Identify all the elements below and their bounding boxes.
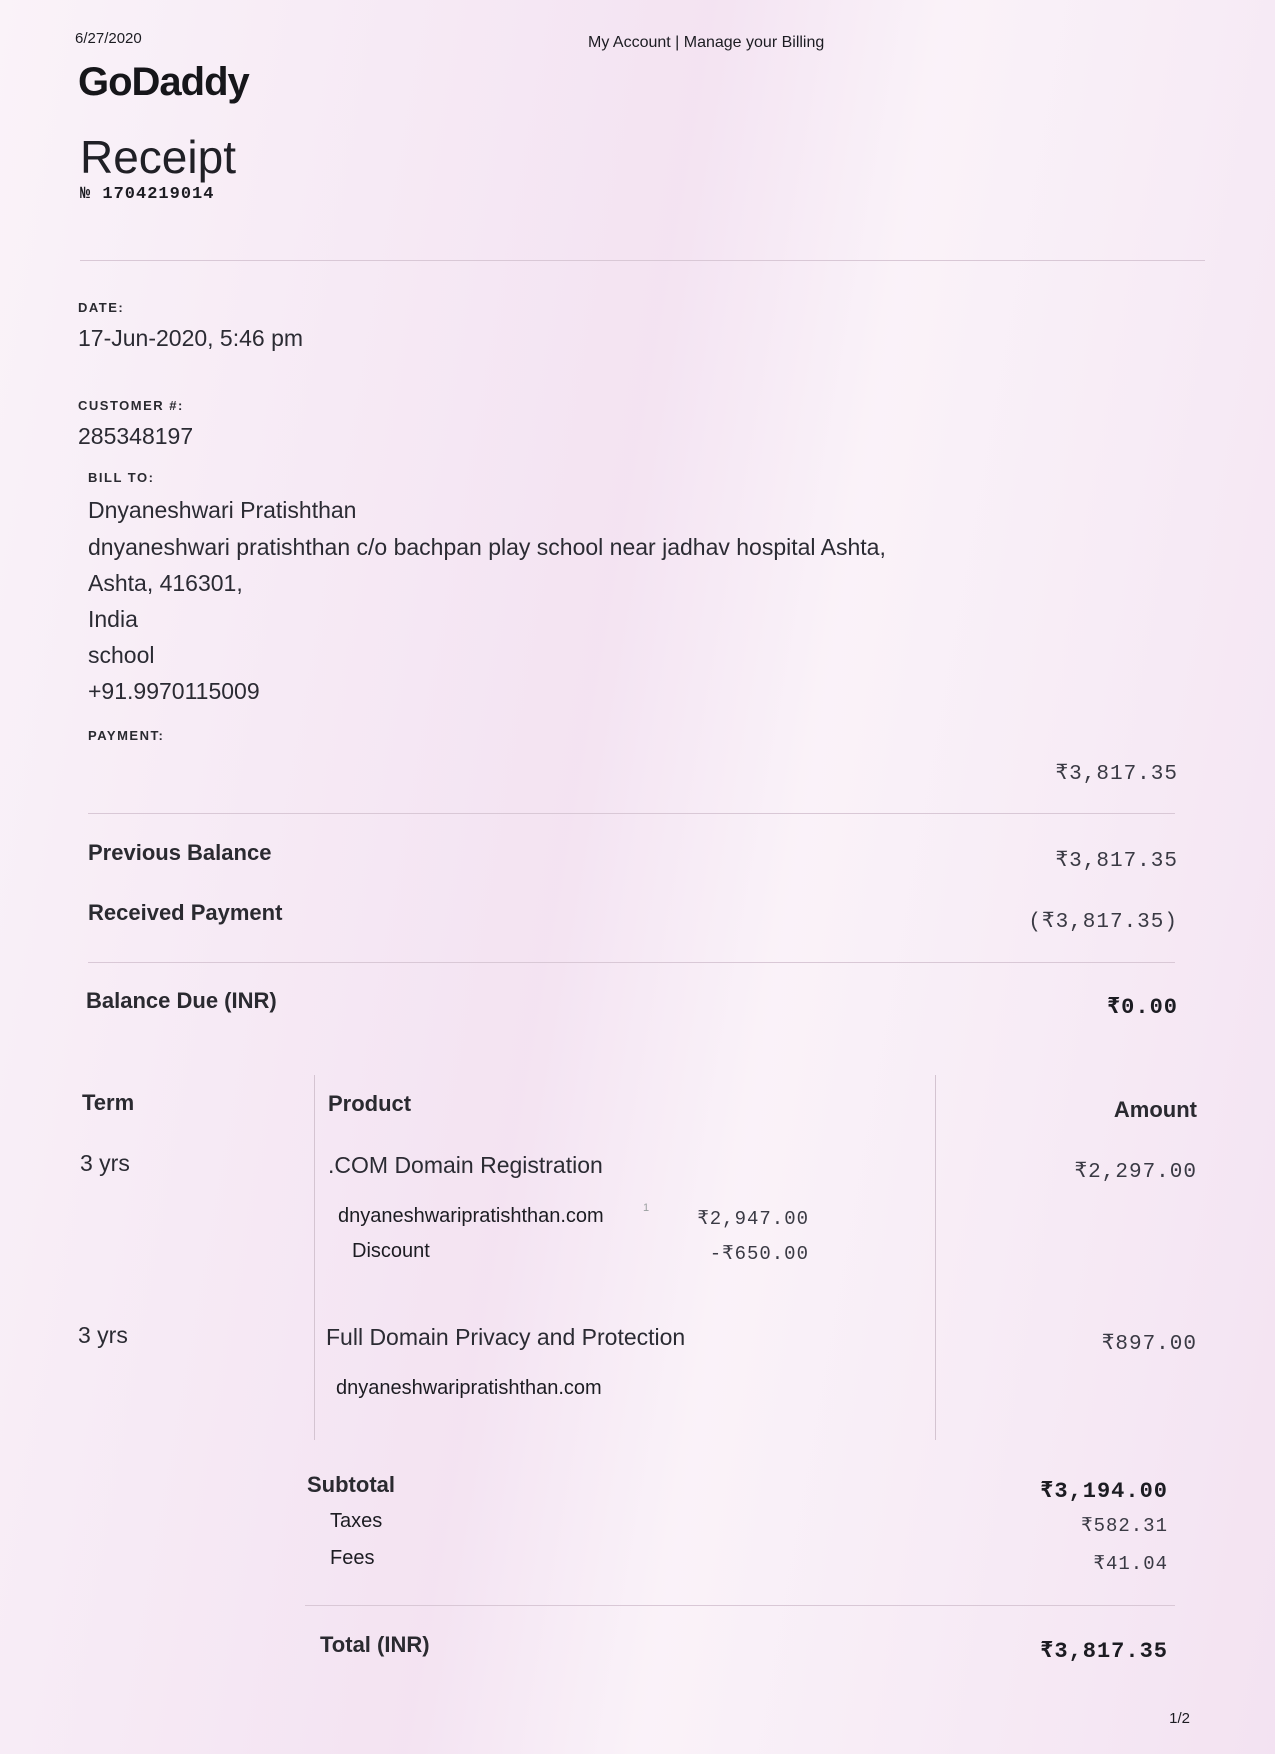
balance-due-label: Balance Due (INR) xyxy=(86,988,277,1013)
top-nav-links[interactable]: My Account | Manage your Billing xyxy=(588,34,825,51)
bill-to-organization: school xyxy=(88,642,155,668)
bill-to-label: BILL TO: xyxy=(88,470,155,485)
total-label: Total (INR) xyxy=(320,1632,430,1657)
bill-to-address: dnyaneshwari pratishthan c/o bachpan play school near jadhav hospital Ashta, xyxy=(88,534,886,560)
row-product: Full Domain Privacy and Protection xyxy=(326,1324,686,1350)
fees-label: Fees xyxy=(330,1547,375,1569)
payment-label: PAYMENT: xyxy=(88,728,165,743)
received-payment-amount: (₹3,817.35) xyxy=(1028,911,1178,934)
amount-column-header: Amount xyxy=(1113,1097,1197,1122)
taxes-label: Taxes xyxy=(330,1510,383,1532)
row-detail-price: ₹2,947.00 xyxy=(697,1208,809,1230)
product-column-header: Product xyxy=(328,1091,412,1116)
balance-due-amount: ₹0.00 xyxy=(1106,995,1178,1020)
subtotal-label: Subtotal xyxy=(307,1472,395,1497)
totals-divider xyxy=(305,1605,1175,1606)
page-title: Receipt xyxy=(80,131,236,183)
row-product: .COM Domain Registration xyxy=(328,1152,603,1178)
bill-to-city: Ashta, 416301, xyxy=(88,570,243,596)
fees-amount: ₹41.04 xyxy=(1093,1553,1168,1575)
receipt-number: № 1704219014 xyxy=(80,185,215,204)
discount-label: Discount xyxy=(352,1240,430,1262)
bill-to-country: India xyxy=(88,606,138,632)
page-number: 1/2 xyxy=(1169,1710,1190,1727)
godaddy-logo: GoDaddy xyxy=(78,60,249,104)
row-detail-marker: 1 xyxy=(643,1202,650,1214)
subtotal-amount: ₹3,194.00 xyxy=(1040,1479,1168,1504)
customer-value: 285348197 xyxy=(78,423,194,449)
header-divider xyxy=(80,260,1205,261)
total-amount: ₹3,817.35 xyxy=(1040,1639,1168,1664)
row-detail-domain: dnyaneshwaripratishthan.com xyxy=(336,1377,602,1399)
payment-divider xyxy=(88,813,1175,814)
previous-balance-label: Previous Balance xyxy=(88,840,272,865)
payment-amount: ₹3,817.35 xyxy=(1055,763,1178,786)
term-column-header: Term xyxy=(82,1090,135,1115)
date-value: 17-Jun-2020, 5:46 pm xyxy=(78,325,304,351)
discount-amount: -₹650.00 xyxy=(709,1243,809,1265)
received-payment-label: Received Payment xyxy=(88,900,283,925)
bill-to-name: Dnyaneshwari Pratishthan xyxy=(88,497,357,523)
table-column-divider-right xyxy=(935,1075,936,1440)
bill-to-phone: +91.9970115009 xyxy=(88,678,260,704)
taxes-amount: ₹582.31 xyxy=(1081,1515,1168,1537)
row-term: 3 yrs xyxy=(78,1322,128,1348)
previous-balance-amount: ₹3,817.35 xyxy=(1055,850,1178,873)
customer-label: CUSTOMER #: xyxy=(78,398,184,413)
row-amount: ₹897.00 xyxy=(1101,1333,1197,1356)
row-detail-domain: dnyaneshwaripratishthan.com xyxy=(338,1205,604,1227)
table-column-divider-left xyxy=(314,1075,315,1440)
balance-divider xyxy=(88,962,1175,963)
row-amount: ₹2,297.00 xyxy=(1074,1161,1197,1184)
print-date: 6/27/2020 xyxy=(75,30,142,47)
date-label: DATE: xyxy=(78,300,125,315)
row-term: 3 yrs xyxy=(80,1150,130,1176)
